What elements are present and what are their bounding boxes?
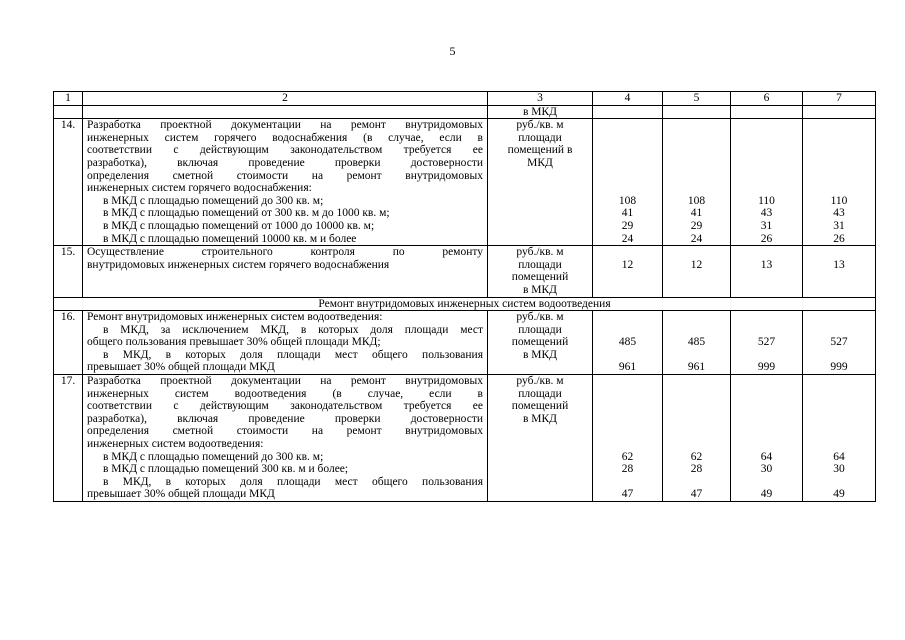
unit-line: в МКД <box>522 348 558 361</box>
description-line: разработка), включая проведение проверки достоверности <box>87 156 483 169</box>
value: 26 <box>760 232 773 245</box>
list-item: общего пользования превышает 30% общей площади МКД; <box>87 336 381 349</box>
description-line: инженерных систем водоотведения (в случае, если в <box>87 387 483 400</box>
unit-line: помещений <box>511 400 569 413</box>
value: 64 <box>833 450 845 463</box>
value: 29 <box>690 219 703 232</box>
value-cell-col-6 <box>731 311 803 375</box>
section-title: Ремонт внутридомовых инженерных систем водоотведения <box>54 297 876 311</box>
unit-line: площади <box>518 258 562 271</box>
header-col-4: 4 <box>593 92 663 106</box>
unit-line: в МКД <box>522 283 558 296</box>
unit-line: руб./кв. м <box>516 246 564 259</box>
unit-line: площади <box>518 131 562 144</box>
value-cell-col-6 <box>731 119 803 246</box>
value: 49 <box>833 488 845 501</box>
description-line: Ремонт внутридомовых инженерных систем водоотведения: <box>87 311 383 324</box>
description-line: Осуществление строительного контроля по ремонту <box>87 246 483 259</box>
unit-cell <box>488 246 593 297</box>
value: 62 <box>690 450 703 463</box>
value: 43 <box>760 207 773 220</box>
value-cell-col-4 <box>593 375 663 502</box>
list-item: в МКД с площадью помещений от 300 кв. м до 1000 кв. м; <box>103 207 390 220</box>
description-line: определения сметной стоимости на ремонт внутридомовых <box>87 425 483 438</box>
table-row-15 <box>54 246 876 297</box>
value: 43 <box>833 207 845 220</box>
value: 29 <box>621 219 634 232</box>
value-cell-col-5 <box>663 311 731 375</box>
value-cell-col-4 <box>593 246 663 297</box>
row-description <box>83 311 488 375</box>
value: 62 <box>621 450 634 463</box>
header-col-3: 3 <box>488 92 593 106</box>
table-row-continuation <box>54 105 876 119</box>
description-line: инженерных систем горячего водоснабжения (в случае, если в <box>87 131 483 144</box>
unit-line: помещений <box>511 336 569 349</box>
value: 31 <box>760 219 773 232</box>
value: 999 <box>757 361 776 374</box>
value-cell-col-4 <box>593 119 663 246</box>
value-cell-col-7 <box>803 246 876 297</box>
value-cell-col-5 <box>663 246 731 297</box>
value: 110 <box>758 194 775 207</box>
table-row-17 <box>54 375 876 502</box>
unit-cell: в МКД <box>488 105 593 119</box>
table-row-16 <box>54 311 876 375</box>
unit-line: МКД <box>527 156 553 169</box>
value: 108 <box>687 194 706 207</box>
value: 485 <box>687 336 706 349</box>
header-col-2: 2 <box>83 92 488 106</box>
value: 64 <box>760 450 773 463</box>
description-line: Разработка проектной документации на ремонт внутридомовых <box>87 119 483 132</box>
value: 49 <box>760 488 773 501</box>
value: 485 <box>618 336 637 349</box>
list-item: в МКД с площадью помещений 300 кв. м и более; <box>103 463 349 476</box>
row-number: 14. <box>54 119 83 246</box>
unit-line: площади <box>518 323 562 336</box>
unit-cell <box>488 375 593 502</box>
header-row <box>54 92 876 106</box>
value: 527 <box>830 336 848 349</box>
header-col-7: 7 <box>803 92 876 106</box>
value-cell-col-4 <box>593 311 663 375</box>
value: 110 <box>830 194 848 207</box>
value: 28 <box>621 463 634 476</box>
tariff-table <box>53 91 876 502</box>
section-row <box>54 297 876 311</box>
list-item: в МКД, в которых доля площади мест общего пользования <box>103 348 483 361</box>
unit-line: в МКД <box>522 412 558 425</box>
header-col-1: 1 <box>54 92 83 106</box>
description-line: определения сметной стоимости на ремонт внутридомовых <box>87 169 483 182</box>
list-item: в МКД с площадью помещений от 1000 до 10000 кв. м; <box>103 219 375 232</box>
description-line: соответствии с действующим законодательством требуется ее <box>87 144 483 157</box>
value-cell-col-5 <box>663 375 731 502</box>
value: 24 <box>690 232 703 245</box>
list-item: в МКД с площадью помещений до 300 кв. м; <box>103 450 324 463</box>
value: 26 <box>833 232 845 245</box>
description-line: внутридомовых инженерных систем горячего водоснабжения <box>87 258 390 271</box>
value: 961 <box>618 361 637 374</box>
value: 41 <box>690 207 703 220</box>
value: 31 <box>833 219 845 232</box>
value: 527 <box>757 336 776 349</box>
list-item: превышает 30% общей площади МКД <box>87 488 275 501</box>
value: 961 <box>687 361 706 374</box>
value-cell-col-7 <box>803 375 876 502</box>
unit-line: помещений <box>511 271 569 284</box>
list-item: превышает 30% общей площади МКД <box>87 361 275 374</box>
value: 30 <box>833 463 845 476</box>
unit-line: руб./кв. м <box>516 375 564 388</box>
list-item: в МКД с площадью помещений до 300 кв. м; <box>103 194 324 207</box>
value: 12 <box>621 258 634 271</box>
page-number: 5 <box>449 44 456 58</box>
value-cell-col-6 <box>731 375 803 502</box>
list-item: в МКД с площадью помещений 10000 кв. м и более <box>103 232 357 245</box>
description-line: разработка), включая проведение проверки достоверности <box>87 412 483 425</box>
unit-line: руб./кв. м <box>516 119 564 132</box>
value: 47 <box>621 488 634 501</box>
header-col-5: 5 <box>663 92 731 106</box>
row-number: 15. <box>54 246 83 297</box>
unit-line: площади <box>518 387 562 400</box>
row-description <box>83 375 488 502</box>
value: 999 <box>830 361 848 374</box>
description-line: Разработка проектной документации на ремонт внутридомовых <box>87 375 483 388</box>
row-number: 16. <box>54 311 83 375</box>
row-description <box>83 246 488 297</box>
description-line: инженерных систем водоотведения: <box>87 438 264 451</box>
description-line: инженерных систем горячего водоснабжения: <box>87 182 312 195</box>
value: 12 <box>690 258 703 271</box>
value: 24 <box>621 232 634 245</box>
row-number: 17. <box>54 375 83 502</box>
value: 13 <box>760 258 773 271</box>
row-description <box>83 119 488 246</box>
unit-cell <box>488 119 593 246</box>
value: 108 <box>618 194 637 207</box>
header-col-6: 6 <box>731 92 803 106</box>
value: 41 <box>621 207 634 220</box>
value-cell-col-7 <box>803 311 876 375</box>
value-cell-col-6 <box>731 246 803 297</box>
value-cell-col-7 <box>803 119 876 246</box>
unit-cell <box>488 311 593 375</box>
unit-line: помещений в <box>507 144 573 157</box>
description-line: соответствии с действующим законодательством требуется ее <box>87 400 483 413</box>
value-cell-col-5 <box>663 119 731 246</box>
value: 13 <box>833 258 845 271</box>
value: 47 <box>690 488 703 501</box>
list-item: в МКД, в которых доля площади мест общего пользования <box>103 475 483 488</box>
value: 28 <box>690 463 703 476</box>
table-row-14 <box>54 119 876 246</box>
list-item: в МКД, за исключением МКД, в которых доля площади мест <box>103 323 483 336</box>
value: 30 <box>760 463 773 476</box>
unit-line: руб./кв. м <box>516 311 564 324</box>
